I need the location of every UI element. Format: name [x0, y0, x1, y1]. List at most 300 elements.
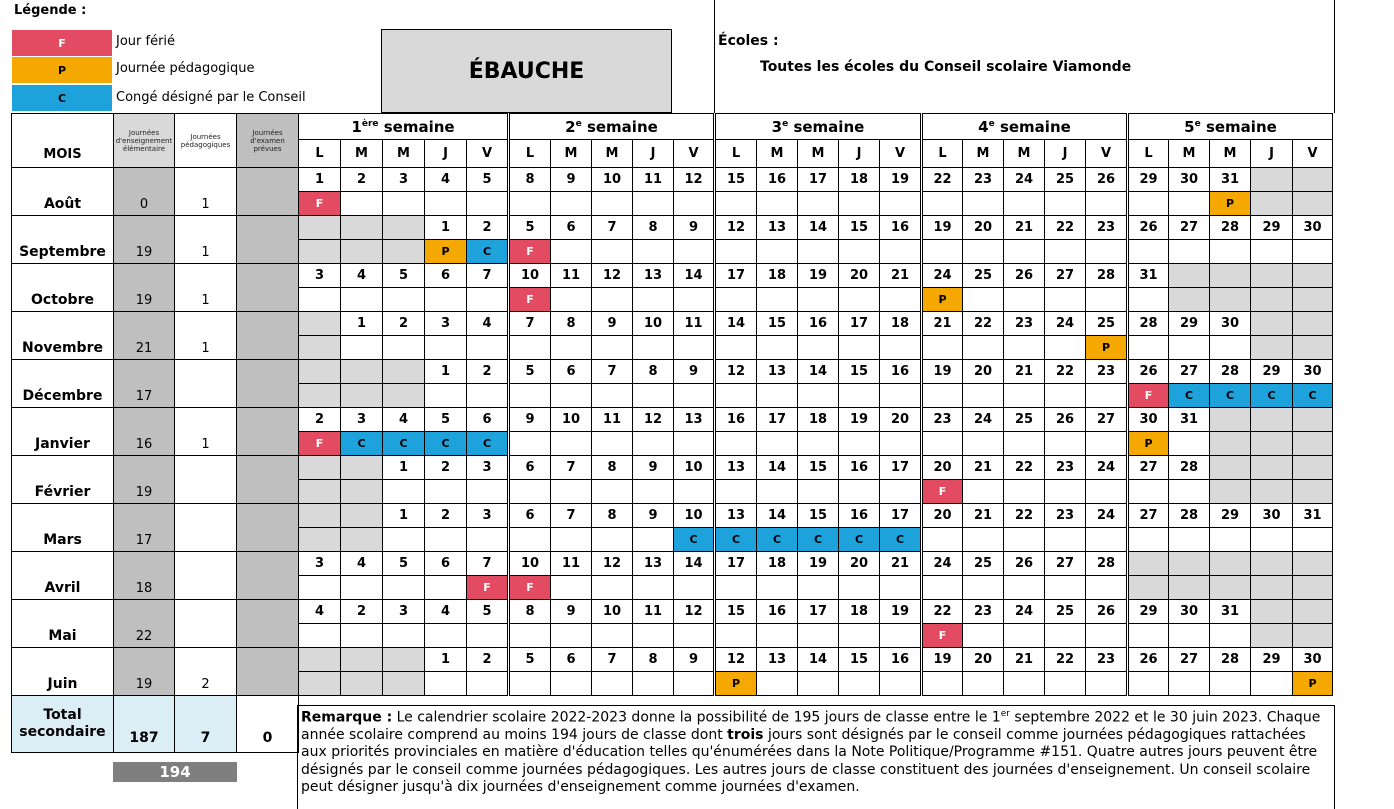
calendar-mark-cell	[1086, 384, 1128, 408]
calendar-date-cell: 24	[922, 552, 963, 576]
board-leave-marker: C	[425, 432, 467, 456]
calendar-date-cell: 7	[551, 456, 592, 480]
calendar-mark-cell	[1293, 624, 1333, 648]
calendar-date-cell: 15	[798, 456, 839, 480]
calendar-date-cell: 6	[425, 552, 467, 576]
calendar-mark-cell	[425, 576, 467, 600]
calendar-mark-cell	[1251, 288, 1293, 312]
calendar-mark-cell	[1169, 288, 1210, 312]
calendar-date-cell: 11	[551, 552, 592, 576]
week-5-header: 5e semaine	[1128, 114, 1333, 140]
calendar-date-cell: 1	[299, 168, 341, 192]
calendar-date-cell: 30	[1128, 408, 1169, 432]
calendar-date-cell: 28	[1169, 504, 1210, 528]
calendar-mark-cell	[1210, 288, 1251, 312]
calendar-date-cell: 21	[1004, 360, 1045, 384]
calendar-mark-cell	[1004, 240, 1045, 264]
day-letter-header: M	[757, 140, 798, 168]
calendar-mark-cell	[839, 192, 880, 216]
month-name: Novembre	[12, 312, 114, 360]
calendar-date-cell: 27	[1169, 648, 1210, 672]
calendar-date-cell	[1251, 456, 1293, 480]
calendar-mark-cell	[1251, 480, 1293, 504]
calendar-date-cell: 3	[425, 312, 467, 336]
month-dates-row	[12, 600, 1333, 624]
calendar-date-cell: 8	[509, 168, 551, 192]
calendar-mark-cell	[674, 384, 715, 408]
calendar-mark-cell	[757, 576, 798, 600]
calendar-mark-cell	[551, 336, 592, 360]
calendar-date-cell: 6	[551, 216, 592, 240]
schools-box-right-border	[1334, 0, 1335, 113]
calendar-date-cell: 30	[1251, 504, 1293, 528]
calendar-date-cell: 5	[509, 648, 551, 672]
calendar-date-cell: 23	[1045, 456, 1086, 480]
calendar-date-cell: 10	[592, 168, 633, 192]
calendar-date-cell: 29	[1128, 168, 1169, 192]
day-letter-header: V	[1293, 140, 1333, 168]
day-letter-header: M	[383, 140, 425, 168]
calendar-date-cell: 16	[757, 600, 798, 624]
calendar-mark-cell	[1086, 432, 1128, 456]
board-leave-marker: C	[715, 528, 757, 552]
calendar-mark-cell	[1210, 672, 1251, 696]
calendar-mark-cell	[592, 432, 633, 456]
calendar-date-cell: 20	[880, 408, 922, 432]
calendar-date-cell	[341, 648, 383, 672]
pedagogical-days-count	[175, 504, 237, 552]
pedagogical-days-count	[175, 600, 237, 648]
holiday-marker: F	[299, 192, 341, 216]
calendar-mark-cell	[1045, 528, 1086, 552]
calendar-mark-cell	[1210, 576, 1251, 600]
calendar-date-cell: 2	[467, 360, 509, 384]
calendar-mark-cell	[1169, 672, 1210, 696]
calendar-mark-cell	[509, 480, 551, 504]
calendar-date-cell: 18	[839, 168, 880, 192]
calendar-date-cell: 13	[757, 648, 798, 672]
pedagogical-days-count	[175, 456, 237, 504]
calendar-mark-cell	[1086, 528, 1128, 552]
pedagogical-day-marker: P	[1128, 432, 1169, 456]
calendar-mark-cell	[880, 480, 922, 504]
calendar-mark-cell	[757, 480, 798, 504]
calendar-mark-cell	[880, 240, 922, 264]
board-leave-marker: C	[1210, 384, 1251, 408]
calendar-date-cell: 26	[1086, 600, 1128, 624]
calendar-date-cell: 11	[674, 312, 715, 336]
calendar-mark-cell	[1169, 480, 1210, 504]
pedagogical-day-marker: P	[715, 672, 757, 696]
calendar-mark-cell	[1169, 432, 1210, 456]
calendar-date-cell: 27	[1045, 552, 1086, 576]
holiday-marker: F	[509, 288, 551, 312]
calendar-mark-cell	[509, 336, 551, 360]
teaching-days-count: 19	[114, 216, 175, 264]
calendar-date-cell	[341, 216, 383, 240]
calendar-date-cell: 19	[839, 408, 880, 432]
calendar-mark-cell	[715, 432, 757, 456]
calendar-mark-cell	[1086, 240, 1128, 264]
teaching-days-count: 19	[114, 456, 175, 504]
calendar-mark-cell	[383, 672, 425, 696]
calendar-date-cell: 30	[1169, 168, 1210, 192]
legend-swatch-pedagogical: P	[12, 57, 112, 83]
calendar-date-cell: 19	[922, 648, 963, 672]
calendar-mark-cell	[798, 672, 839, 696]
calendar-mark-cell	[1045, 192, 1086, 216]
calendar-date-cell: 28	[1086, 552, 1128, 576]
calendar-date-cell	[1251, 552, 1293, 576]
calendar-mark-cell	[1128, 240, 1169, 264]
board-leave-marker: C	[1169, 384, 1210, 408]
calendar-mark-cell	[880, 288, 922, 312]
calendar-date-cell: 6	[509, 456, 551, 480]
calendar-date-cell: 16	[880, 216, 922, 240]
calendar-date-cell	[1128, 552, 1169, 576]
calendar-mark-cell	[509, 432, 551, 456]
calendar-date-cell	[1293, 264, 1333, 288]
calendar-date-cell: 29	[1251, 648, 1293, 672]
calendar-mark-cell	[1293, 576, 1333, 600]
calendar-mark-cell	[963, 624, 1004, 648]
calendar-mark-cell	[798, 336, 839, 360]
calendar-date-cell	[299, 648, 341, 672]
calendar-date-cell: 23	[1086, 360, 1128, 384]
calendar-date-cell: 28	[1169, 456, 1210, 480]
calendar-mark-cell	[1210, 240, 1251, 264]
teaching-days-count: 21	[114, 312, 175, 360]
schools-text: Toutes les écoles du Conseil scolaire Viamonde	[760, 59, 1132, 75]
grand-total-days: 194	[113, 762, 237, 782]
calendar-date-cell: 20	[839, 264, 880, 288]
holiday-marker: F	[509, 576, 551, 600]
calendar-date-cell: 7	[592, 360, 633, 384]
calendar-date-cell: 10	[592, 600, 633, 624]
calendar-mark-cell	[551, 480, 592, 504]
calendar-mark-cell	[1251, 528, 1293, 552]
day-letter-header: M	[1169, 140, 1210, 168]
calendar-mark-cell	[633, 336, 674, 360]
week-2-header: 2e semaine	[509, 114, 715, 140]
calendar-mark-cell	[1293, 432, 1333, 456]
calendar-date-cell: 11	[551, 264, 592, 288]
day-letter-header: L	[509, 140, 551, 168]
calendar-date-cell: 3	[467, 456, 509, 480]
calendar-mark-cell	[1293, 336, 1333, 360]
calendar-mark-cell	[467, 384, 509, 408]
calendar-date-cell: 8	[592, 456, 633, 480]
board-leave-marker: C	[798, 528, 839, 552]
calendar-date-cell	[299, 360, 341, 384]
calendar-mark-cell	[299, 528, 341, 552]
calendar-date-cell: 9	[551, 600, 592, 624]
calendar-date-cell: 14	[674, 264, 715, 288]
calendar-date-cell: 30	[1293, 216, 1333, 240]
exam-days-count	[237, 504, 299, 552]
legend-swatch-holiday: F	[12, 30, 112, 56]
calendar-mark-cell	[674, 240, 715, 264]
calendar-date-cell: 7	[467, 264, 509, 288]
calendar-date-cell	[383, 648, 425, 672]
calendar-date-cell: 11	[633, 168, 674, 192]
calendar-mark-cell	[1004, 336, 1045, 360]
month-dates-row	[12, 408, 1333, 432]
month-name: Décembre	[12, 360, 114, 408]
exam-days-count	[237, 408, 299, 456]
calendar-mark-cell	[383, 288, 425, 312]
holiday-marker: F	[509, 240, 551, 264]
calendar-mark-cell	[592, 576, 633, 600]
calendar-date-cell: 19	[798, 264, 839, 288]
calendar-mark-cell	[922, 576, 963, 600]
calendar-mark-cell	[1293, 528, 1333, 552]
calendar-date-cell: 30	[1293, 360, 1333, 384]
calendar-date-cell: 10	[674, 456, 715, 480]
calendar-date-cell: 4	[341, 264, 383, 288]
calendar-mark-cell	[674, 192, 715, 216]
calendar-date-cell	[1293, 168, 1333, 192]
month-name: Août	[12, 168, 114, 216]
pedagogical-days-count: 2	[175, 648, 237, 696]
calendar-mark-cell	[467, 480, 509, 504]
remark-text: Remarque : Le calendrier scolaire 2022-2023 donne la possibilité de 195 jours de classe entre le 1er septembre 2022 et le 30 juin 2023. Chaque année scolaire comprend au moins 194 jours de classe dont trois jours sont désignés par le conseil comme journées pédagogiques rattachées aux priorités provinciales en matière d'éducation telles qu'énumérées dans la Note Politique/Programme #151. Quatre autres jours peuvent être désignés par le conseil comme journées pédagogiques. Les autres jours de classe constituent des journées d'enseignement. Un conseil scolaire peut désigner jusqu'à dix journées d'enseignement comme journées d'examen.	[301, 709, 1321, 796]
calendar-date-cell: 19	[922, 216, 963, 240]
calendar-date-cell	[1251, 168, 1293, 192]
calendar-mark-cell	[922, 240, 963, 264]
calendar-mark-cell	[839, 432, 880, 456]
calendar-mark-cell	[1004, 288, 1045, 312]
calendar-date-cell: 6	[551, 360, 592, 384]
calendar-mark-cell	[1293, 480, 1333, 504]
calendar-date-cell: 28	[1086, 264, 1128, 288]
board-leave-marker: C	[383, 432, 425, 456]
calendar-date-cell: 15	[839, 648, 880, 672]
day-letter-header: M	[592, 140, 633, 168]
calendar-mark-cell	[715, 288, 757, 312]
month-name: Avril	[12, 552, 114, 600]
calendar-mark-cell	[715, 192, 757, 216]
calendar-date-cell	[299, 504, 341, 528]
calendar-date-cell: 26	[1128, 216, 1169, 240]
calendar-mark-cell	[922, 336, 963, 360]
calendar-date-cell	[1251, 408, 1293, 432]
calendar-date-cell: 17	[715, 552, 757, 576]
calendar-mark-cell	[467, 336, 509, 360]
calendar-date-cell: 1	[425, 216, 467, 240]
calendar-mark-cell	[551, 576, 592, 600]
calendar-date-cell: 19	[798, 552, 839, 576]
calendar-date-cell: 12	[715, 648, 757, 672]
calendar-mark-cell	[1128, 480, 1169, 504]
teaching-days-count: 18	[114, 552, 175, 600]
calendar-mark-cell	[839, 384, 880, 408]
calendar-mark-cell	[633, 480, 674, 504]
calendar-mark-cell	[1251, 432, 1293, 456]
calendar-date-cell: 21	[963, 504, 1004, 528]
calendar-mark-cell	[963, 336, 1004, 360]
calendar-mark-cell	[425, 288, 467, 312]
exam-days-count	[237, 552, 299, 600]
calendar-date-cell: 30	[1293, 648, 1333, 672]
calendar-date-cell: 7	[467, 552, 509, 576]
calendar-mark-cell	[383, 624, 425, 648]
calendar-date-cell: 4	[383, 408, 425, 432]
calendar-mark-cell	[633, 240, 674, 264]
day-letter-header: J	[1251, 140, 1293, 168]
calendar-mark-cell	[551, 528, 592, 552]
calendar-date-cell: 15	[757, 312, 798, 336]
calendar-mark-cell	[1210, 480, 1251, 504]
calendar-date-cell: 9	[674, 648, 715, 672]
calendar-mark-cell	[467, 672, 509, 696]
calendar-mark-cell	[299, 288, 341, 312]
day-letter-header: L	[299, 140, 341, 168]
calendar-date-cell: 21	[880, 552, 922, 576]
calendar-date-cell: 25	[963, 552, 1004, 576]
calendar-date-cell: 24	[1086, 504, 1128, 528]
calendar-mark-cell	[839, 336, 880, 360]
total-pedagogical-days: 7	[175, 696, 237, 753]
calendar-mark-cell	[383, 528, 425, 552]
calendar-date-cell: 22	[1004, 504, 1045, 528]
calendar-date-cell	[341, 360, 383, 384]
board-leave-marker: C	[674, 528, 715, 552]
month-dates-row	[12, 312, 1333, 336]
calendar-date-cell: 7	[592, 216, 633, 240]
calendar-mark-cell	[1210, 624, 1251, 648]
calendar-date-cell: 20	[963, 648, 1004, 672]
calendar-mark-cell	[383, 480, 425, 504]
calendar-date-cell: 31	[1169, 408, 1210, 432]
teaching-days-count: 0	[114, 168, 175, 216]
calendar-mark-cell	[880, 432, 922, 456]
calendar-date-cell: 8	[633, 360, 674, 384]
calendar-date-cell: 16	[757, 168, 798, 192]
month-name: Mars	[12, 504, 114, 552]
calendar-mark-cell	[839, 480, 880, 504]
calendar-date-cell: 9	[509, 408, 551, 432]
calendar-mark-cell	[425, 480, 467, 504]
calendar-date-cell: 9	[674, 216, 715, 240]
calendar-date-cell: 4	[467, 312, 509, 336]
calendar-mark-cell	[674, 480, 715, 504]
day-letter-header: J	[839, 140, 880, 168]
calendar-date-cell: 10	[674, 504, 715, 528]
calendar-mark-cell	[299, 624, 341, 648]
remark-left-border	[297, 705, 298, 809]
day-letter-header: M	[1210, 140, 1251, 168]
pedagogical-days-count: 1	[175, 408, 237, 456]
calendar-date-cell: 1	[383, 504, 425, 528]
calendar-date-cell: 10	[509, 264, 551, 288]
calendar-mark-cell	[1045, 576, 1086, 600]
calendar-mark-cell	[715, 576, 757, 600]
calendar-mark-cell	[551, 240, 592, 264]
legend-swatch-board-leave: C	[12, 85, 112, 111]
calendar-date-cell: 23	[1086, 216, 1128, 240]
day-letter-header: L	[922, 140, 963, 168]
calendar-date-cell: 20	[839, 552, 880, 576]
calendar-mark-cell	[551, 288, 592, 312]
draft-banner: ÉBAUCHE	[381, 29, 672, 113]
calendar-date-cell	[1293, 312, 1333, 336]
board-leave-marker: C	[467, 240, 509, 264]
school-calendar-table	[11, 113, 1333, 753]
calendar-date-cell: 8	[592, 504, 633, 528]
month-dates-row	[12, 360, 1333, 384]
calendar-mark-cell	[1004, 480, 1045, 504]
calendar-date-cell: 29	[1251, 360, 1293, 384]
exam-days-count	[237, 312, 299, 360]
calendar-mark-cell	[798, 240, 839, 264]
calendar-mark-cell	[674, 576, 715, 600]
calendar-date-cell: 9	[674, 360, 715, 384]
calendar-date-cell: 2	[425, 456, 467, 480]
calendar-date-cell: 5	[509, 360, 551, 384]
exam-days-count	[237, 168, 299, 216]
month-dates-row	[12, 216, 1333, 240]
calendar-date-cell: 2	[467, 648, 509, 672]
calendar-mark-cell	[1128, 576, 1169, 600]
calendar-date-cell: 4	[341, 552, 383, 576]
calendar-date-cell: 26	[1004, 552, 1045, 576]
calendar-mark-cell	[425, 384, 467, 408]
calendar-date-cell: 21	[963, 456, 1004, 480]
calendar-date-cell: 6	[467, 408, 509, 432]
pedagogical-day-marker: P	[1210, 192, 1251, 216]
calendar-mark-cell	[757, 624, 798, 648]
calendar-date-cell	[299, 312, 341, 336]
day-letter-header: J	[1045, 140, 1086, 168]
month-name: Juin	[12, 648, 114, 696]
calendar-mark-cell	[1004, 528, 1045, 552]
calendar-date-cell	[1251, 264, 1293, 288]
calendar-mark-cell	[592, 672, 633, 696]
calendar-date-cell: 12	[715, 216, 757, 240]
calendar-date-cell: 23	[963, 600, 1004, 624]
calendar-date-cell: 14	[674, 552, 715, 576]
calendar-mark-cell	[757, 384, 798, 408]
calendar-date-cell: 10	[633, 312, 674, 336]
calendar-date-cell: 8	[509, 600, 551, 624]
month-name: Octobre	[12, 264, 114, 312]
calendar-date-cell	[1210, 264, 1251, 288]
calendar-mark-cell	[1169, 528, 1210, 552]
calendar-date-cell: 18	[798, 408, 839, 432]
calendar-date-cell	[1251, 600, 1293, 624]
calendar-date-cell: 11	[633, 600, 674, 624]
calendar-date-cell: 2	[383, 312, 425, 336]
calendar-date-cell: 13	[674, 408, 715, 432]
calendar-date-cell: 9	[633, 456, 674, 480]
calendar-mark-cell	[963, 432, 1004, 456]
calendar-mark-cell	[1004, 576, 1045, 600]
calendar-date-cell: 30	[1169, 600, 1210, 624]
calendar-date-cell: 19	[880, 168, 922, 192]
calendar-date-cell: 9	[592, 312, 633, 336]
day-letter-header: M	[798, 140, 839, 168]
calendar-mark-cell	[592, 480, 633, 504]
calendar-mark-cell	[1128, 336, 1169, 360]
pedagogical-days-count	[175, 360, 237, 408]
calendar-mark-cell	[1045, 480, 1086, 504]
calendar-mark-cell	[880, 576, 922, 600]
calendar-mark-cell	[798, 432, 839, 456]
calendar-date-cell: 1	[425, 648, 467, 672]
calendar-mark-cell	[1293, 192, 1333, 216]
calendar-date-cell: 4	[425, 600, 467, 624]
